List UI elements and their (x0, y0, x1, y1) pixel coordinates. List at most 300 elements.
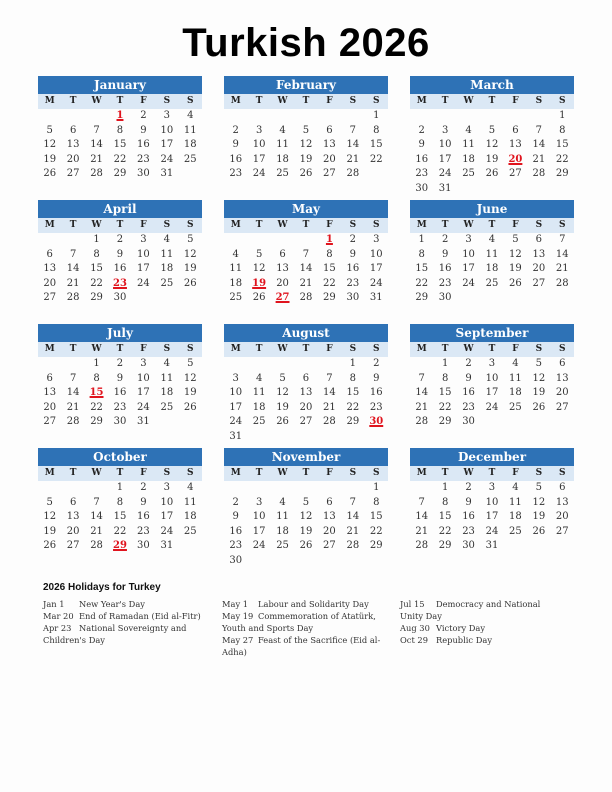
day-cell: 2 (465, 482, 472, 493)
day-cell: 18 (229, 277, 243, 289)
holiday-date: Aug 30 (400, 623, 430, 633)
day-cell: 5 (46, 496, 53, 508)
day-cell: 6 (512, 124, 519, 136)
weekday-label: T (255, 344, 263, 354)
day-cell: 3 (488, 482, 496, 493)
weekday-row (224, 94, 388, 109)
empty-cell (294, 109, 317, 124)
day-cell: 19 (509, 263, 522, 275)
empty-cell (410, 357, 433, 372)
day-cell: 9 (418, 139, 425, 151)
day-cell: 23 (113, 401, 127, 413)
weekday-label: T (69, 344, 77, 354)
day-cell: 1 (116, 482, 124, 493)
month-may (224, 200, 388, 306)
day-cell: 29 (323, 292, 336, 304)
empty-cell (318, 481, 341, 496)
day-cell: 24 (438, 168, 452, 180)
day-cell: 24 (485, 525, 499, 537)
day-cell: 12 (183, 372, 197, 384)
month-september (410, 324, 574, 430)
day-cell: 30 (229, 554, 243, 566)
day-cell: 10 (438, 139, 452, 151)
day-cell: 5 (46, 124, 53, 136)
day-cell: 9 (441, 248, 449, 260)
day-cell: 19 (43, 153, 57, 165)
day-cell: 21 (299, 277, 313, 289)
day-cell: 29 (90, 292, 103, 304)
weekday-row (38, 218, 202, 233)
weekday-label: T (302, 220, 310, 230)
holiday-column (400, 598, 565, 646)
weekday-label: T (441, 468, 449, 478)
day-cell: 30 (462, 540, 475, 552)
weekday-label: W (463, 96, 474, 106)
day-cell: 13 (509, 139, 522, 151)
day-cell: 29 (555, 168, 569, 180)
empty-cell (318, 357, 341, 372)
day-cell: 9 (140, 124, 147, 136)
day-cell: 17 (369, 263, 383, 275)
day-cell: 24 (252, 168, 266, 180)
holiday-day-cell: 15 (89, 387, 104, 399)
day-cell: 4 (232, 248, 239, 260)
day-cell: 20 (43, 401, 57, 413)
day-cell: 12 (509, 248, 522, 260)
day-cell: 15 (369, 139, 383, 151)
day-cell: 6 (279, 248, 286, 260)
day-cell: 19 (532, 511, 546, 523)
weekday-label: T (116, 344, 124, 354)
day-cell: 12 (183, 248, 197, 260)
day-cell: 17 (438, 153, 452, 165)
day-cell: 30 (113, 292, 127, 304)
day-cell: 19 (485, 153, 499, 165)
day-cell: 24 (137, 401, 150, 413)
day-cell: 7 (535, 124, 543, 136)
holiday-date: Apr 23 (43, 623, 72, 633)
day-cell: 9 (116, 372, 124, 384)
month-header: September (410, 324, 574, 342)
day-cell: 29 (438, 540, 452, 552)
day-cell: 11 (485, 248, 499, 260)
day-cell: 21 (532, 153, 546, 165)
day-cell: 1 (373, 110, 380, 121)
empty-cell (271, 357, 294, 372)
day-cell: 24 (485, 401, 499, 413)
day-cell: 24 (462, 277, 475, 289)
day-cell: 22 (438, 525, 452, 537)
day-cell: 7 (302, 248, 310, 260)
weekday-label: W (463, 220, 474, 230)
month-october (38, 448, 202, 554)
day-cell: 23 (415, 168, 429, 180)
day-cell: 10 (252, 139, 266, 151)
day-grid (410, 109, 574, 197)
holiday-entry (43, 610, 208, 622)
day-cell: 12 (299, 511, 313, 523)
month-header: May (224, 200, 388, 218)
weekday-label: S (535, 96, 543, 106)
weekday-label: S (349, 96, 357, 106)
weekday-label: M (44, 344, 55, 354)
weekday-label: F (326, 344, 333, 354)
day-cell: 5 (535, 358, 543, 369)
page-title: Turkish 2026 (182, 21, 430, 65)
weekday-label: F (140, 468, 147, 478)
day-cell: 7 (418, 496, 425, 508)
day-cell: 14 (415, 511, 429, 523)
day-cell: 30 (137, 540, 150, 552)
day-cell: 24 (252, 540, 266, 552)
day-cell: 21 (90, 525, 103, 537)
day-cell: 14 (346, 511, 360, 523)
day-cell: 5 (302, 496, 310, 508)
day-cell: 3 (163, 482, 171, 493)
day-cell: 7 (349, 496, 357, 508)
day-cell: 8 (418, 248, 425, 260)
weekday-label: T (488, 220, 496, 230)
month-header: October (38, 448, 202, 466)
weekday-label: F (512, 220, 519, 230)
empty-cell (224, 481, 247, 496)
day-cell: 28 (323, 416, 336, 428)
day-cell: 10 (137, 372, 150, 384)
weekday-label: T (302, 96, 310, 106)
day-cell: 27 (555, 401, 569, 413)
day-cell: 20 (323, 525, 336, 537)
holiday-day-cell: 27 (275, 292, 290, 304)
weekday-label: F (326, 220, 333, 230)
day-cell: 13 (66, 139, 80, 151)
day-cell: 29 (90, 416, 103, 428)
month-april (38, 200, 202, 306)
empty-cell (294, 233, 317, 248)
empty-cell (38, 233, 61, 248)
day-cell: 13 (532, 248, 546, 260)
day-cell: 22 (415, 277, 429, 289)
day-cell: 13 (66, 511, 80, 523)
weekday-label: F (140, 344, 147, 354)
day-cell: 24 (137, 277, 150, 289)
day-cell: 11 (509, 496, 522, 508)
weekday-label: F (326, 96, 333, 106)
empty-cell (341, 481, 364, 496)
day-cell: 16 (438, 263, 452, 275)
day-cell: 11 (462, 139, 475, 151)
weekday-label: W (91, 96, 102, 106)
weekday-row (410, 218, 574, 233)
weekday-row (38, 466, 202, 481)
day-cell: 14 (90, 511, 103, 523)
day-cell: 15 (90, 263, 103, 275)
empty-cell (38, 481, 61, 496)
day-grid (38, 481, 202, 554)
day-cell: 4 (512, 482, 519, 493)
day-cell: 13 (43, 387, 57, 399)
day-cell: 26 (276, 416, 289, 428)
day-cell: 19 (43, 525, 57, 537)
weekday-label: S (349, 220, 357, 230)
weekday-label: S (187, 468, 194, 478)
day-cell: 28 (415, 416, 429, 428)
day-cell: 17 (137, 263, 150, 275)
day-cell: 14 (555, 248, 569, 260)
weekday-label: S (163, 468, 171, 478)
day-cell: 27 (323, 540, 336, 552)
weekday-label: T (69, 468, 77, 478)
day-cell: 18 (485, 263, 499, 275)
day-grid (224, 109, 388, 182)
day-cell: 20 (43, 277, 57, 289)
empty-cell (457, 109, 480, 124)
day-cell: 31 (160, 168, 174, 180)
weekday-label: T (116, 220, 124, 230)
day-cell: 26 (485, 168, 499, 180)
day-cell: 31 (485, 540, 499, 552)
day-cell: 8 (326, 248, 333, 260)
day-cell: 15 (113, 139, 127, 151)
day-cell: 26 (252, 292, 266, 304)
day-cell: 10 (485, 372, 499, 384)
day-cell: 27 (66, 540, 80, 552)
day-cell: 17 (160, 139, 174, 151)
day-cell: 18 (509, 511, 522, 523)
day-cell: 23 (137, 153, 150, 165)
day-cell: 2 (373, 358, 380, 369)
weekday-label: W (91, 220, 102, 230)
day-cell: 5 (279, 372, 286, 384)
day-cell: 17 (252, 153, 266, 165)
day-cell: 26 (43, 168, 57, 180)
day-cell: 21 (555, 263, 569, 275)
holiday-name: Victory Day (436, 623, 486, 633)
day-cell: 15 (438, 387, 452, 399)
day-cell: 17 (485, 511, 499, 523)
weekday-label: W (463, 344, 474, 354)
day-cell: 13 (323, 139, 336, 151)
day-cell: 16 (137, 139, 150, 151)
day-cell: 18 (160, 387, 174, 399)
day-cell: 25 (183, 525, 197, 537)
day-cell: 12 (532, 496, 546, 508)
day-cell: 12 (532, 372, 546, 384)
day-cell: 25 (160, 401, 174, 413)
day-grid (410, 357, 574, 430)
weekday-label: S (535, 220, 543, 230)
day-cell: 19 (299, 525, 313, 537)
day-cell: 22 (113, 153, 127, 165)
day-cell: 8 (93, 372, 100, 384)
day-cell: 2 (140, 482, 147, 493)
day-cell: 17 (252, 525, 266, 537)
day-cell: 4 (512, 358, 519, 369)
day-cell: 24 (229, 416, 243, 428)
month-december (410, 448, 574, 554)
day-cell: 19 (183, 263, 197, 275)
day-cell: 28 (90, 540, 103, 552)
holiday-entry (400, 634, 565, 646)
day-cell: 6 (69, 124, 77, 136)
month-header: January (38, 76, 202, 94)
day-cell: 16 (137, 511, 150, 523)
weekday-label: S (373, 96, 380, 106)
month-header: June (410, 200, 574, 218)
day-cell: 26 (43, 540, 57, 552)
day-grid (224, 481, 388, 569)
day-cell: 2 (232, 124, 239, 136)
day-cell: 19 (183, 387, 197, 399)
day-cell: 11 (183, 124, 197, 136)
day-cell: 15 (113, 511, 127, 523)
weekday-label: W (277, 344, 288, 354)
holiday-date: Jul 15 (400, 599, 425, 609)
day-cell: 11 (229, 263, 243, 275)
day-cell: 12 (299, 139, 313, 151)
day-cell: 12 (43, 511, 57, 523)
weekday-label: S (535, 344, 543, 354)
weekday-label: S (163, 220, 171, 230)
day-cell: 10 (160, 124, 174, 136)
day-cell: 16 (113, 263, 127, 275)
day-cell: 23 (229, 168, 243, 180)
day-cell: 25 (160, 277, 174, 289)
day-cell: 15 (555, 139, 569, 151)
day-cell: 18 (160, 263, 174, 275)
day-cell: 28 (66, 416, 80, 428)
day-cell: 27 (299, 416, 313, 428)
empty-cell (247, 233, 270, 248)
day-cell: 16 (369, 387, 383, 399)
day-cell: 5 (187, 234, 194, 245)
holiday-column (43, 598, 208, 646)
day-cell: 26 (183, 401, 197, 413)
holiday-name: Labour and Solidarity Day (258, 599, 369, 609)
day-cell: 17 (462, 263, 475, 275)
empty-cell (61, 481, 84, 496)
day-cell: 11 (276, 139, 289, 151)
day-cell: 18 (462, 153, 475, 165)
holiday-name: New Year's Day (79, 599, 145, 609)
month-header: July (38, 324, 202, 342)
weekday-label: M (44, 96, 55, 106)
day-cell: 23 (462, 525, 475, 537)
day-cell: 12 (43, 139, 57, 151)
day-cell: 28 (555, 277, 569, 289)
day-cell: 18 (509, 387, 522, 399)
month-august (224, 324, 388, 445)
day-cell: 25 (252, 416, 266, 428)
empty-cell (480, 109, 503, 124)
empty-cell (433, 109, 456, 124)
day-cell: 30 (462, 416, 475, 428)
day-cell: 6 (69, 496, 77, 508)
empty-cell (504, 109, 527, 124)
day-cell: 22 (346, 401, 360, 413)
day-cell: 6 (326, 124, 333, 136)
day-cell: 2 (140, 110, 147, 121)
empty-cell (294, 357, 317, 372)
holiday-day-cell: 29 (113, 540, 127, 552)
weekday-label: W (91, 468, 102, 478)
empty-cell (85, 109, 108, 124)
day-cell: 30 (415, 182, 429, 194)
weekday-label: S (373, 468, 380, 478)
day-cell: 4 (465, 124, 472, 136)
holiday-name: End of Ramadan (Eid al-Fitr) (79, 611, 201, 621)
day-cell: 14 (323, 387, 336, 399)
weekday-label: T (69, 96, 77, 106)
day-cell: 23 (438, 277, 452, 289)
holiday-name: National Sovereignty and Children's Day (43, 623, 187, 645)
day-cell: 28 (346, 168, 360, 180)
day-cell: 12 (485, 139, 499, 151)
day-cell: 31 (137, 416, 150, 428)
empty-cell (38, 109, 61, 124)
day-cell: 3 (140, 234, 147, 245)
day-cell: 8 (441, 372, 449, 384)
day-cell: 28 (90, 168, 103, 180)
day-cell: 9 (465, 496, 472, 508)
weekday-label: F (512, 96, 519, 106)
weekday-label: S (373, 220, 380, 230)
weekday-label: F (326, 468, 333, 478)
day-cell: 31 (160, 540, 174, 552)
day-cell: 15 (323, 263, 336, 275)
day-cell: 2 (232, 496, 239, 508)
day-cell: 4 (488, 234, 496, 245)
day-cell: 4 (163, 358, 171, 369)
day-cell: 3 (255, 124, 263, 136)
day-cell: 5 (512, 234, 519, 245)
day-cell: 17 (160, 511, 174, 523)
day-cell: 17 (229, 401, 243, 413)
day-cell: 16 (346, 263, 360, 275)
day-cell: 25 (462, 168, 475, 180)
day-cell: 16 (229, 153, 243, 165)
holiday-day-cell: 19 (252, 277, 267, 289)
day-cell: 23 (137, 525, 150, 537)
day-cell: 14 (532, 139, 546, 151)
day-cell: 7 (418, 372, 425, 384)
day-cell: 23 (369, 401, 383, 413)
day-cell: 2 (116, 234, 124, 245)
day-cell: 18 (252, 401, 266, 413)
day-cell: 10 (160, 496, 174, 508)
day-cell: 28 (415, 540, 429, 552)
day-cell: 31 (229, 430, 243, 442)
day-cell: 21 (66, 401, 80, 413)
day-cell: 24 (369, 277, 383, 289)
empty-cell (410, 109, 433, 124)
day-cell: 14 (66, 263, 80, 275)
holiday-entry (222, 610, 382, 634)
day-cell: 28 (66, 292, 80, 304)
day-cell: 22 (323, 277, 336, 289)
month-july (38, 324, 202, 430)
day-cell: 8 (373, 124, 380, 136)
day-cell: 10 (369, 248, 383, 260)
weekday-label: F (140, 220, 147, 230)
day-cell: 9 (465, 372, 472, 384)
day-cell: 25 (485, 277, 499, 289)
day-cell: 23 (346, 277, 360, 289)
day-cell: 25 (229, 292, 243, 304)
day-cell: 6 (326, 496, 333, 508)
holiday-day-cell: 1 (325, 234, 333, 245)
empty-cell (224, 233, 247, 248)
day-cell: 5 (187, 358, 194, 369)
